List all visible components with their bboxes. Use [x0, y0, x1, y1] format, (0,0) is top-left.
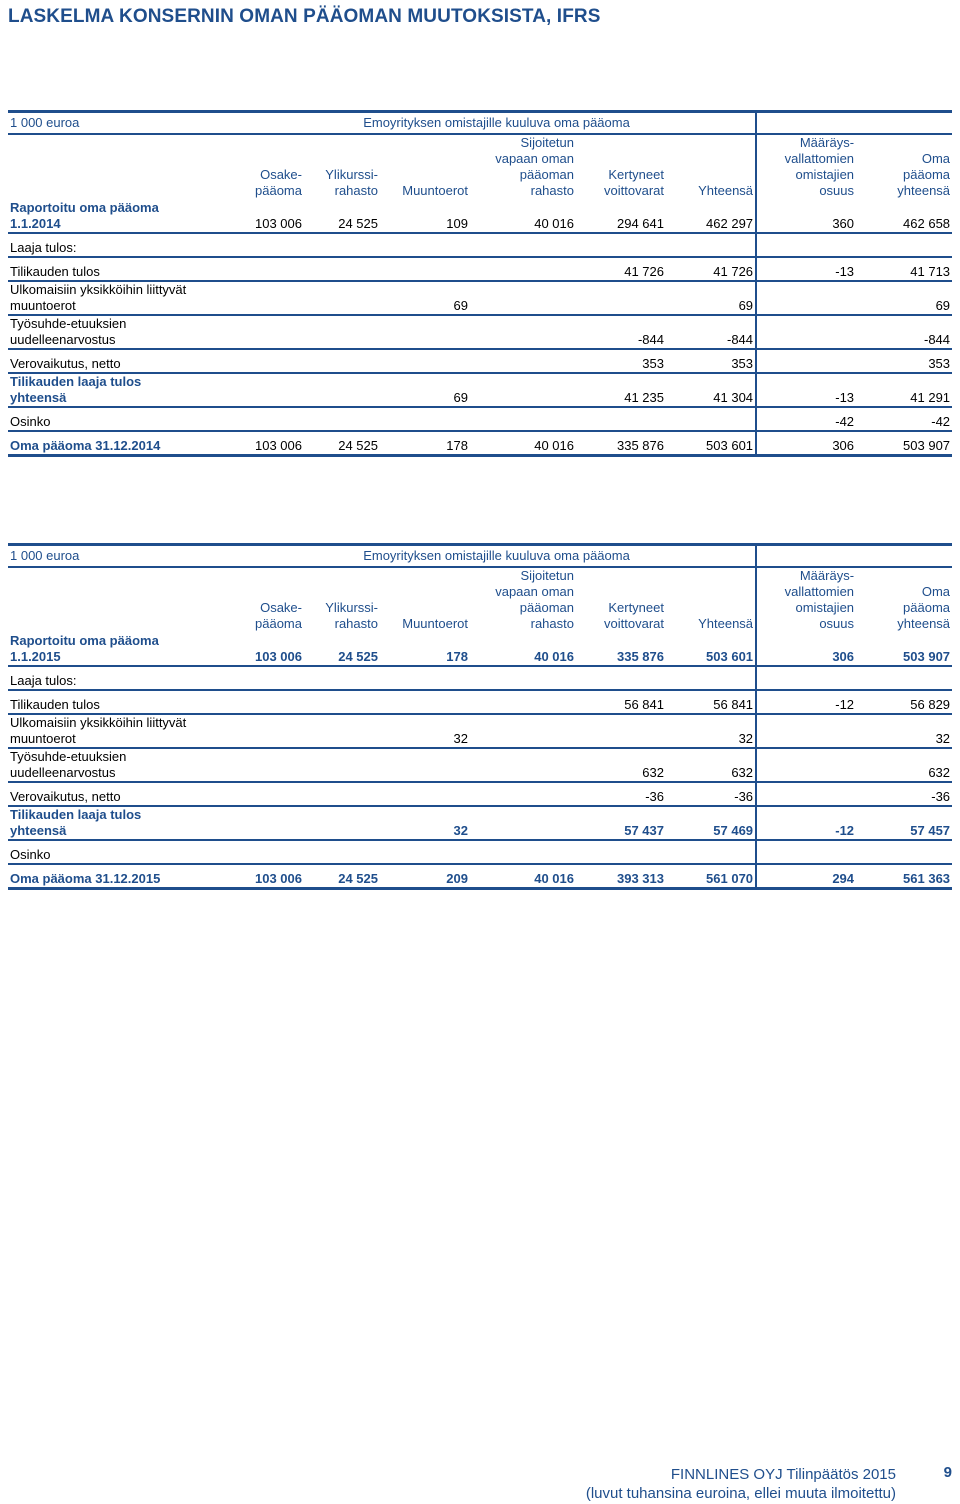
- cell-value: 109: [380, 199, 470, 233]
- cell-value: [304, 407, 380, 431]
- column-header-line: vallattomien: [784, 151, 855, 166]
- cell-value: 178: [380, 431, 470, 455]
- unit-label: 1 000 euroa: [8, 112, 238, 135]
- cell-value: [238, 281, 304, 315]
- table-row: [8, 233, 952, 257]
- table-row: [8, 748, 952, 782]
- column-header-line: voittovarat: [604, 616, 664, 631]
- column-header-line: Muuntoerot: [402, 183, 468, 198]
- cell-value: [756, 233, 856, 257]
- cell-value: 306: [756, 632, 856, 666]
- cell-value: 41 726: [666, 257, 756, 281]
- cell-value: [380, 690, 470, 714]
- cell-value: [238, 349, 304, 373]
- column-header: [576, 567, 666, 632]
- cell-value: [238, 748, 304, 782]
- cell-value: 294: [756, 864, 856, 888]
- row-label: [8, 257, 238, 281]
- column-header-line: vallattomien: [784, 584, 855, 599]
- row-label: [8, 199, 238, 233]
- cell-value: -42: [756, 407, 856, 431]
- column-header-line: yhteensä: [897, 183, 951, 198]
- cell-value: 632: [576, 748, 666, 782]
- cell-value: [576, 714, 666, 748]
- column-header: [470, 134, 576, 199]
- cell-value: [756, 349, 856, 373]
- cell-value: 503 907: [856, 431, 952, 455]
- cell-value: [756, 714, 856, 748]
- column-header: [470, 567, 576, 632]
- cell-value: -844: [666, 315, 756, 349]
- row-label: [8, 782, 238, 806]
- column-header-line: Ylikurssi-: [325, 167, 378, 182]
- cell-value: 56 841: [666, 690, 756, 714]
- column-header-line: rahasto: [530, 616, 574, 631]
- cell-value: 103 006: [238, 199, 304, 233]
- cell-value: [756, 666, 856, 690]
- cell-value: 57 457: [856, 806, 952, 840]
- cell-value: [576, 666, 666, 690]
- row-label-line: Verovaikutus, netto: [10, 356, 121, 371]
- cell-value: 24 525: [304, 199, 380, 233]
- table-row: [8, 257, 952, 281]
- cell-value: 40 016: [470, 632, 576, 666]
- cell-value: 40 016: [470, 199, 576, 233]
- column-header-line: Sijoitetun: [520, 568, 574, 583]
- cell-value: [380, 257, 470, 281]
- cell-value: 41 713: [856, 257, 952, 281]
- cell-value: 69: [380, 281, 470, 315]
- cell-value: 32: [856, 714, 952, 748]
- cell-value: [238, 806, 304, 840]
- cell-value: [380, 349, 470, 373]
- column-header-line: Määräys-: [799, 568, 855, 583]
- equity-table-2015: [8, 543, 952, 890]
- column-header-line: voittovarat: [604, 183, 664, 198]
- column-header: [856, 134, 952, 199]
- table-row: [8, 690, 952, 714]
- row-label-line: 1.1.2015: [10, 649, 61, 664]
- row-label: [8, 373, 238, 407]
- table-row: [8, 315, 952, 349]
- cell-value: 41 235: [576, 373, 666, 407]
- cell-value: 41 291: [856, 373, 952, 407]
- column-header-line: rahasto: [334, 183, 378, 198]
- column-header: [856, 567, 952, 632]
- row-label-line: Tilikauden tulos: [10, 264, 100, 279]
- cell-value: [470, 407, 576, 431]
- row-label-line: uudelleenarvostus: [10, 765, 116, 780]
- cell-value: [380, 315, 470, 349]
- table-row: [8, 840, 952, 864]
- cell-value: [666, 233, 756, 257]
- row-label: [8, 349, 238, 373]
- cell-value: [470, 690, 576, 714]
- cell-value: 41 726: [576, 257, 666, 281]
- row-label-line: Työsuhde-etuuksien: [10, 749, 127, 764]
- table-row: [8, 281, 952, 315]
- cell-value: -36: [856, 782, 952, 806]
- cell-value: [380, 782, 470, 806]
- column-header-line: Osake-: [260, 600, 302, 615]
- row-label: [8, 431, 238, 455]
- cell-value: [304, 806, 380, 840]
- table-row: [8, 864, 952, 888]
- row-label: [8, 666, 238, 690]
- column-header-line: Muuntoerot: [402, 616, 468, 631]
- cell-value: 103 006: [238, 864, 304, 888]
- column-header-line: vapaan oman: [495, 151, 574, 166]
- row-label-line: uudelleenarvostus: [10, 332, 116, 347]
- table-row: [8, 407, 952, 431]
- column-header-line: Sijoitetun: [520, 135, 574, 150]
- column-header: [666, 134, 756, 199]
- table-row: [8, 373, 952, 407]
- table-row: [8, 714, 952, 748]
- cell-value: [470, 373, 576, 407]
- cell-value: -36: [666, 782, 756, 806]
- column-header-row: [8, 134, 952, 199]
- row-label-line: Oma pääoma 31.12.2015: [10, 870, 161, 886]
- cell-value: [576, 233, 666, 257]
- table-row: [8, 782, 952, 806]
- cell-value: -12: [756, 806, 856, 840]
- cell-value: 56 841: [576, 690, 666, 714]
- row-label-line: yhteensä: [10, 390, 67, 405]
- table-row: [8, 431, 952, 455]
- cell-value: [304, 233, 380, 257]
- cell-value: 632: [666, 748, 756, 782]
- table-row: [8, 199, 952, 233]
- table-row: [8, 632, 952, 666]
- cell-value: [238, 233, 304, 257]
- cell-value: [576, 281, 666, 315]
- cell-value: [238, 666, 304, 690]
- cell-value: [238, 315, 304, 349]
- cell-value: [470, 257, 576, 281]
- page-title: LASKELMA KONSERNIN OMAN PÄÄOMAN MUUTOKSISTA, IFRS: [8, 6, 601, 27]
- cell-value: -36: [576, 782, 666, 806]
- header-spacer: [8, 567, 238, 632]
- column-header: [238, 134, 304, 199]
- column-header: [756, 567, 856, 632]
- cell-value: 353: [576, 349, 666, 373]
- cell-value: [470, 281, 576, 315]
- cell-value: [238, 407, 304, 431]
- column-header-line: pääoman: [519, 600, 574, 615]
- cell-value: [470, 840, 576, 864]
- row-label: [8, 840, 238, 864]
- cell-value: [380, 748, 470, 782]
- column-header: [304, 134, 380, 199]
- cell-value: [304, 315, 380, 349]
- column-header: [576, 134, 666, 199]
- row-label: [8, 407, 238, 431]
- cell-value: [666, 666, 756, 690]
- cell-value: [756, 748, 856, 782]
- cell-value: [576, 407, 666, 431]
- cell-value: 632: [856, 748, 952, 782]
- column-header-line: Yhteensä: [698, 183, 754, 198]
- row-label: [8, 315, 238, 349]
- cell-value: [666, 407, 756, 431]
- row-label-line: Tilikauden laaja tulos: [10, 374, 142, 389]
- cell-value: [470, 233, 576, 257]
- cell-value: [304, 782, 380, 806]
- cell-value: [238, 373, 304, 407]
- table-row: [8, 666, 952, 690]
- cell-value: -12: [756, 690, 856, 714]
- cell-value: [856, 233, 952, 257]
- cell-value: -13: [756, 373, 856, 407]
- row-label-line: Osinko: [10, 847, 51, 862]
- page-footer: [586, 1465, 896, 1503]
- header-spacer: [8, 134, 238, 199]
- cell-value: 462 658: [856, 199, 952, 233]
- footer-company: FINNLINES OYJ Tilinpäätös 2015: [670, 1466, 896, 1483]
- unit-label: 1 000 euroa: [8, 545, 238, 568]
- column-header: [238, 567, 304, 632]
- cell-value: [666, 840, 756, 864]
- footer-note: (luvut tuhansina euroina, ellei muuta ilmoitettu): [585, 1485, 896, 1502]
- cell-value: [380, 840, 470, 864]
- cell-value: [238, 782, 304, 806]
- equity-table-2014: [8, 110, 952, 457]
- row-label-line: 1.1.2014: [10, 216, 61, 231]
- row-label-line: muuntoerot: [10, 731, 76, 746]
- column-header-line: rahasto: [334, 616, 378, 631]
- row-label-line: Ulkomaisiin yksikköihin liittyvät: [10, 715, 187, 730]
- column-header: [666, 567, 756, 632]
- cell-value: 69: [380, 373, 470, 407]
- cell-value: [856, 666, 952, 690]
- cell-value: [304, 748, 380, 782]
- cell-value: [576, 840, 666, 864]
- table-row: [8, 349, 952, 373]
- cell-value: [470, 714, 576, 748]
- cell-value: [304, 257, 380, 281]
- cell-value: 24 525: [304, 632, 380, 666]
- cell-value: 32: [380, 806, 470, 840]
- cell-value: 353: [666, 349, 756, 373]
- cell-value: 69: [666, 281, 756, 315]
- column-header-line: pääoma: [903, 167, 951, 182]
- cell-value: [756, 315, 856, 349]
- row-label-line: Osinko: [10, 414, 51, 429]
- column-header-line: pääoma: [255, 616, 302, 631]
- cell-value: 462 297: [666, 199, 756, 233]
- cell-value: 393 313: [576, 864, 666, 888]
- column-header-line: Oma: [921, 584, 951, 599]
- group-header: Emoyrityksen omistajille kuuluva oma pääoma: [238, 112, 756, 135]
- row-label-line: Tilikauden tulos: [10, 697, 100, 712]
- cell-value: [470, 315, 576, 349]
- column-header-line: pääoma: [903, 600, 951, 615]
- cell-value: 103 006: [238, 431, 304, 455]
- cell-value: 353: [856, 349, 952, 373]
- row-label-line: Työsuhde-etuuksien: [10, 316, 127, 331]
- cell-value: 503 601: [666, 431, 756, 455]
- column-header-line: Oma: [921, 151, 951, 166]
- cell-value: [304, 281, 380, 315]
- cell-value: 24 525: [304, 864, 380, 888]
- cell-value: 32: [666, 714, 756, 748]
- group-header: Emoyrityksen omistajille kuuluva oma pääoma: [238, 545, 756, 568]
- row-label-line: Verovaikutus, netto: [10, 789, 121, 804]
- row-label: [8, 233, 238, 257]
- column-header: [380, 134, 470, 199]
- cell-value: [304, 349, 380, 373]
- column-header-line: pääoman: [519, 167, 574, 182]
- cell-value: [756, 281, 856, 315]
- column-header-line: osuus: [819, 183, 855, 198]
- cell-value: [304, 666, 380, 690]
- group-header-spacer: [756, 545, 952, 568]
- table-row: [8, 806, 952, 840]
- table-unit-row: [8, 545, 952, 568]
- cell-value: [470, 748, 576, 782]
- cell-value: [470, 666, 576, 690]
- cell-value: 57 437: [576, 806, 666, 840]
- column-header-line: yhteensä: [897, 616, 951, 631]
- cell-value: 40 016: [470, 431, 576, 455]
- column-header: [380, 567, 470, 632]
- cell-value: 178: [380, 632, 470, 666]
- cell-value: 69: [856, 281, 952, 315]
- row-label: [8, 690, 238, 714]
- column-header-line: Kertyneet: [608, 600, 664, 615]
- page-number: 9: [943, 1464, 952, 1481]
- cell-value: 57 469: [666, 806, 756, 840]
- column-header: [756, 134, 856, 199]
- table-unit-row: [8, 112, 952, 135]
- row-label-line: Oma pääoma 31.12.2014: [10, 437, 161, 453]
- row-label-line: muuntoerot: [10, 298, 76, 313]
- row-label-line: Laaja tulos:: [10, 673, 77, 688]
- cell-value: [238, 714, 304, 748]
- column-header-line: Kertyneet: [608, 167, 664, 182]
- cell-value: [756, 782, 856, 806]
- column-header-line: omistajien: [795, 167, 855, 182]
- column-header-line: omistajien: [795, 600, 855, 615]
- cell-value: 41 304: [666, 373, 756, 407]
- cell-value: -844: [856, 315, 952, 349]
- cell-value: [304, 690, 380, 714]
- cell-value: 503 601: [666, 632, 756, 666]
- row-label-line: yhteensä: [10, 823, 67, 838]
- column-header-line: Määräys-: [799, 135, 855, 150]
- row-label-line: Ulkomaisiin yksikköihin liittyvät: [10, 282, 187, 297]
- cell-value: 561 070: [666, 864, 756, 888]
- row-label-line: Laaja tulos:: [10, 240, 77, 255]
- row-label-line: Raportoitu oma pääoma: [10, 633, 159, 648]
- column-header-line: Osake-: [260, 167, 302, 182]
- row-label: [8, 748, 238, 782]
- cell-value: [304, 373, 380, 407]
- cell-value: 40 016: [470, 864, 576, 888]
- cell-value: [238, 257, 304, 281]
- cell-value: -42: [856, 407, 952, 431]
- cell-value: 360: [756, 199, 856, 233]
- cell-value: [380, 407, 470, 431]
- cell-value: [470, 782, 576, 806]
- cell-value: [380, 233, 470, 257]
- row-label: [8, 632, 238, 666]
- column-header-line: Yhteensä: [698, 616, 754, 631]
- column-header-line: osuus: [819, 616, 855, 631]
- row-label: [8, 864, 238, 888]
- cell-value: [304, 714, 380, 748]
- cell-value: [380, 666, 470, 690]
- row-label-line: Raportoitu oma pääoma: [10, 200, 159, 215]
- cell-value: 335 876: [576, 632, 666, 666]
- cell-value: [238, 690, 304, 714]
- cell-value: 32: [380, 714, 470, 748]
- group-header-spacer: [756, 112, 952, 135]
- row-label: [8, 281, 238, 315]
- row-label: [8, 714, 238, 748]
- cell-value: 56 829: [856, 690, 952, 714]
- cell-value: 335 876: [576, 431, 666, 455]
- column-header: [304, 567, 380, 632]
- column-header-line: Ylikurssi-: [325, 600, 378, 615]
- cell-value: -13: [756, 257, 856, 281]
- cell-value: 503 907: [856, 632, 952, 666]
- cell-value: [756, 840, 856, 864]
- cell-value: [238, 840, 304, 864]
- cell-value: 103 006: [238, 632, 304, 666]
- column-header-line: rahasto: [530, 183, 574, 198]
- column-header-line: pääoma: [255, 183, 302, 198]
- cell-value: [856, 840, 952, 864]
- cell-value: 209: [380, 864, 470, 888]
- cell-value: 306: [756, 431, 856, 455]
- row-label: [8, 806, 238, 840]
- cell-value: -844: [576, 315, 666, 349]
- column-header-row: [8, 567, 952, 632]
- column-header-line: vapaan oman: [495, 584, 574, 599]
- cell-value: 24 525: [304, 431, 380, 455]
- row-label-line: Tilikauden laaja tulos: [10, 807, 142, 822]
- cell-value: [470, 349, 576, 373]
- cell-value: 561 363: [856, 864, 952, 888]
- cell-value: [304, 840, 380, 864]
- cell-value: 294 641: [576, 199, 666, 233]
- cell-value: [470, 806, 576, 840]
